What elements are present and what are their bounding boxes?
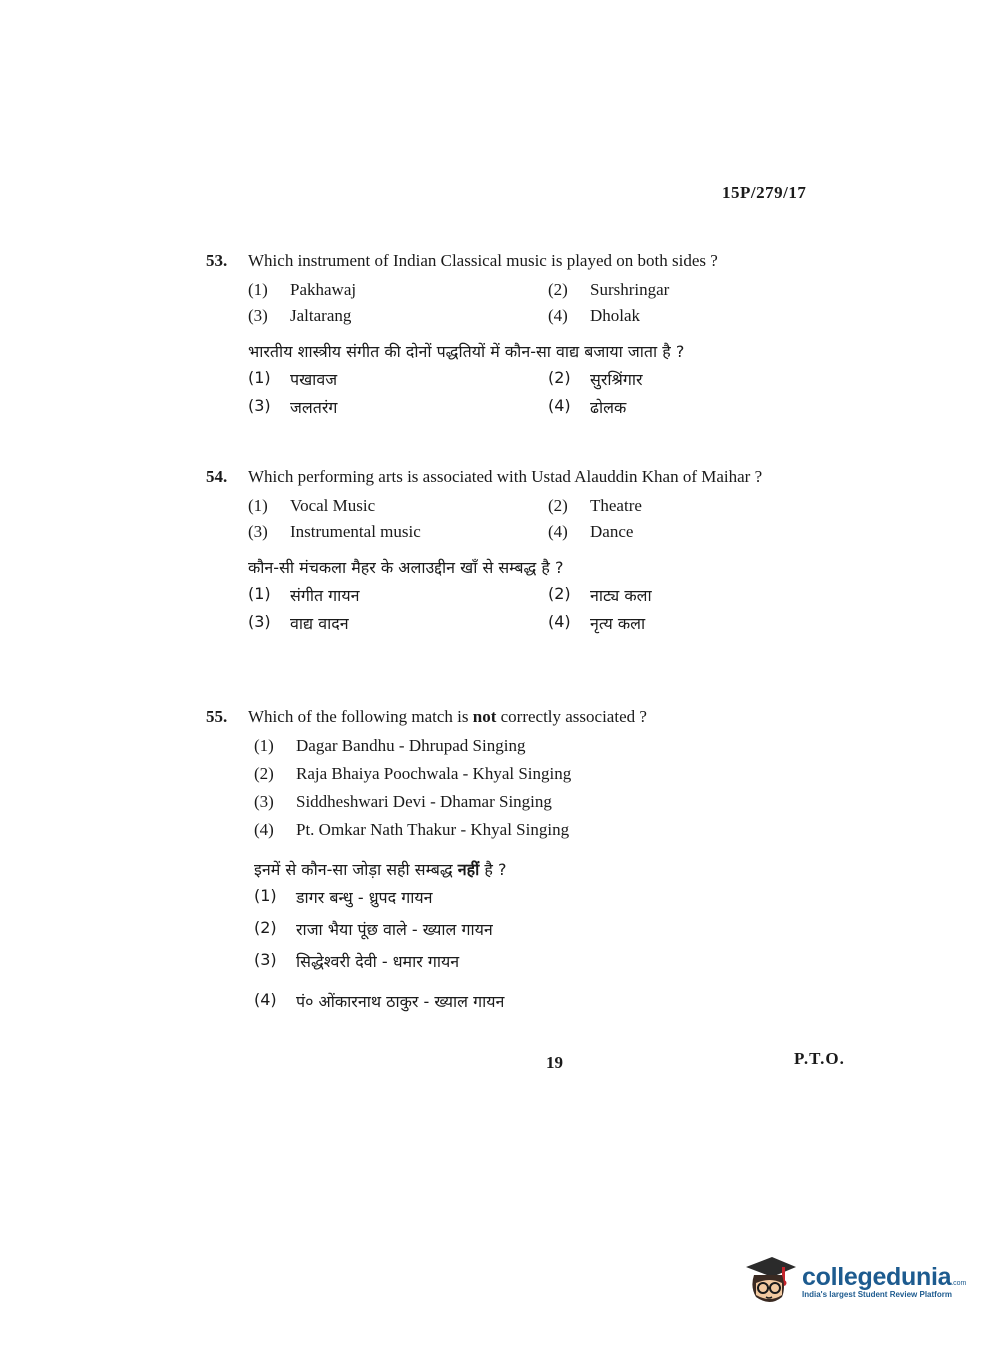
option-1-hindi bbox=[248, 368, 548, 390]
option-text: सुरश्रिंगार bbox=[590, 370, 643, 389]
option-number: (4) bbox=[548, 396, 571, 415]
option-2 bbox=[548, 280, 848, 300]
option-number: (3) bbox=[248, 306, 268, 325]
option-number: (2) bbox=[548, 496, 568, 515]
option-2-hindi bbox=[254, 918, 846, 940]
option-number: (2) bbox=[548, 584, 571, 603]
option-number: (4) bbox=[254, 990, 277, 1009]
option-text: डागर बन्धु - ध्रुपद गायन bbox=[296, 888, 433, 907]
option-text: Raja Bhaiya Poochwala - Khyal Singing bbox=[296, 764, 572, 783]
option-text: संगीत गायन bbox=[290, 586, 360, 605]
option-text: सिद्धेश्वरी देवी - धमार गायन bbox=[296, 952, 460, 971]
option-text: राजा भैया पूंछ वाले - ख्याल गायन bbox=[296, 920, 493, 939]
question-number: 55. bbox=[206, 707, 228, 726]
option-text: जलतरंग bbox=[290, 398, 338, 417]
option-1-hindi bbox=[254, 886, 846, 908]
options-hindi bbox=[248, 368, 846, 418]
option-text: Surshringar bbox=[590, 280, 670, 299]
option-text: वाद्य वादन bbox=[290, 614, 349, 633]
options-hindi bbox=[248, 584, 846, 634]
option-3 bbox=[248, 522, 548, 542]
paper-code: 15P/279/17 bbox=[722, 183, 807, 202]
options-english bbox=[254, 736, 846, 840]
question-text-emphasis: not bbox=[472, 707, 497, 726]
page-number: 19 bbox=[546, 1053, 563, 1072]
option-text: Dagar Bandhu - Dhrupad Singing bbox=[296, 736, 526, 755]
option-4-hindi bbox=[548, 612, 848, 634]
option-4-hindi bbox=[254, 990, 846, 1012]
option-number: (4) bbox=[548, 306, 568, 325]
options-english bbox=[248, 280, 846, 326]
option-2 bbox=[254, 764, 846, 784]
option-number: (1) bbox=[254, 736, 274, 755]
option-3-hindi bbox=[248, 612, 548, 634]
question-text-part: correctly associated ? bbox=[496, 707, 647, 726]
option-1 bbox=[248, 496, 548, 516]
logo-text bbox=[802, 1263, 966, 1299]
question-text-emphasis: नहीं bbox=[457, 860, 480, 879]
option-text: Dance bbox=[590, 522, 634, 541]
option-number: (2) bbox=[548, 368, 571, 387]
option-1-hindi bbox=[248, 584, 548, 606]
option-number: (4) bbox=[254, 820, 274, 839]
option-text: पं० ओंकारनाथ ठाकुर - ख्याल गायन bbox=[296, 992, 505, 1011]
option-2 bbox=[548, 496, 848, 516]
option-1 bbox=[248, 280, 548, 300]
option-2-hindi bbox=[548, 368, 848, 390]
option-text: Theatre bbox=[590, 496, 642, 515]
options-english bbox=[248, 496, 846, 542]
option-text: Pakhawaj bbox=[290, 280, 357, 299]
question-number: 54. bbox=[206, 467, 228, 486]
brand-name: collegedunia bbox=[802, 1263, 952, 1291]
question-text: Which performing arts is associated with Ustad Alauddin Khan of Maihar ? bbox=[248, 467, 763, 486]
option-4 bbox=[548, 306, 848, 326]
option-number: (3) bbox=[248, 612, 271, 631]
option-number: (4) bbox=[548, 612, 571, 631]
option-number: (2) bbox=[548, 280, 568, 299]
option-text: Dholak bbox=[590, 306, 641, 325]
option-text: Jaltarang bbox=[290, 306, 352, 325]
option-number: (1) bbox=[248, 280, 268, 299]
question-text-hindi bbox=[254, 858, 846, 880]
option-3 bbox=[254, 792, 846, 812]
option-text: ढोलक bbox=[590, 398, 627, 417]
option-3-hindi bbox=[254, 950, 846, 972]
option-number: (2) bbox=[254, 918, 277, 937]
question-text-hindi: भारतीय शास्त्रीय संगीत की दोनों पद्धतियों में कौन-सा वाद्य बजाया जाता है ? bbox=[248, 342, 685, 361]
option-4 bbox=[254, 820, 846, 840]
options-hindi bbox=[254, 886, 846, 1012]
question-55 bbox=[206, 704, 846, 1012]
option-number: (2) bbox=[254, 764, 274, 783]
question-text-part: है ? bbox=[479, 860, 507, 879]
collegedunia-logo bbox=[742, 1251, 972, 1311]
option-text: नृत्य कला bbox=[590, 614, 646, 633]
option-3 bbox=[248, 306, 548, 326]
option-text: नाट्य कला bbox=[590, 586, 652, 605]
option-4-hindi bbox=[548, 396, 848, 418]
option-text: Pt. Omkar Nath Thakur - Khyal Singing bbox=[296, 820, 570, 839]
question-text bbox=[248, 704, 846, 730]
option-4 bbox=[548, 522, 848, 542]
option-2-hindi bbox=[548, 584, 848, 606]
option-number: (4) bbox=[548, 522, 568, 541]
question-53 bbox=[206, 248, 846, 418]
option-number: (3) bbox=[248, 522, 268, 541]
option-number: (3) bbox=[248, 396, 271, 415]
question-text-part: इनमें से कौन-सा जोड़ा सही सम्बद्ध bbox=[254, 860, 458, 879]
option-text: Siddheshwari Devi - Dhamar Singing bbox=[296, 792, 552, 811]
option-number: (1) bbox=[254, 886, 277, 905]
brand-suffix: .com bbox=[951, 1280, 967, 1287]
option-number: (3) bbox=[254, 950, 277, 969]
option-3-hindi bbox=[248, 396, 548, 418]
question-text: Which instrument of Indian Classical music is played on both sides ? bbox=[248, 251, 718, 270]
option-text: Vocal Music bbox=[290, 496, 376, 515]
option-1 bbox=[254, 736, 846, 756]
question-54 bbox=[206, 464, 846, 634]
question-text-part: Which of the following match is bbox=[248, 707, 473, 726]
question-number: 53. bbox=[206, 251, 228, 270]
student-mascot-icon bbox=[742, 1253, 798, 1309]
brand-tagline: India's largest Student Review Platform bbox=[802, 1290, 952, 1299]
option-number: (1) bbox=[248, 496, 268, 515]
option-text: Instrumental music bbox=[290, 522, 421, 541]
option-number: (1) bbox=[248, 584, 271, 603]
question-text-hindi: कौन-सी मंचकला मैहर के अलाउद्दीन खाँ से सम्बद्ध है ? bbox=[248, 558, 564, 577]
option-number: (1) bbox=[248, 368, 271, 387]
option-number: (3) bbox=[254, 792, 274, 811]
option-text: पखावज bbox=[290, 370, 338, 389]
pto-label: P.T.O. bbox=[794, 1049, 845, 1068]
